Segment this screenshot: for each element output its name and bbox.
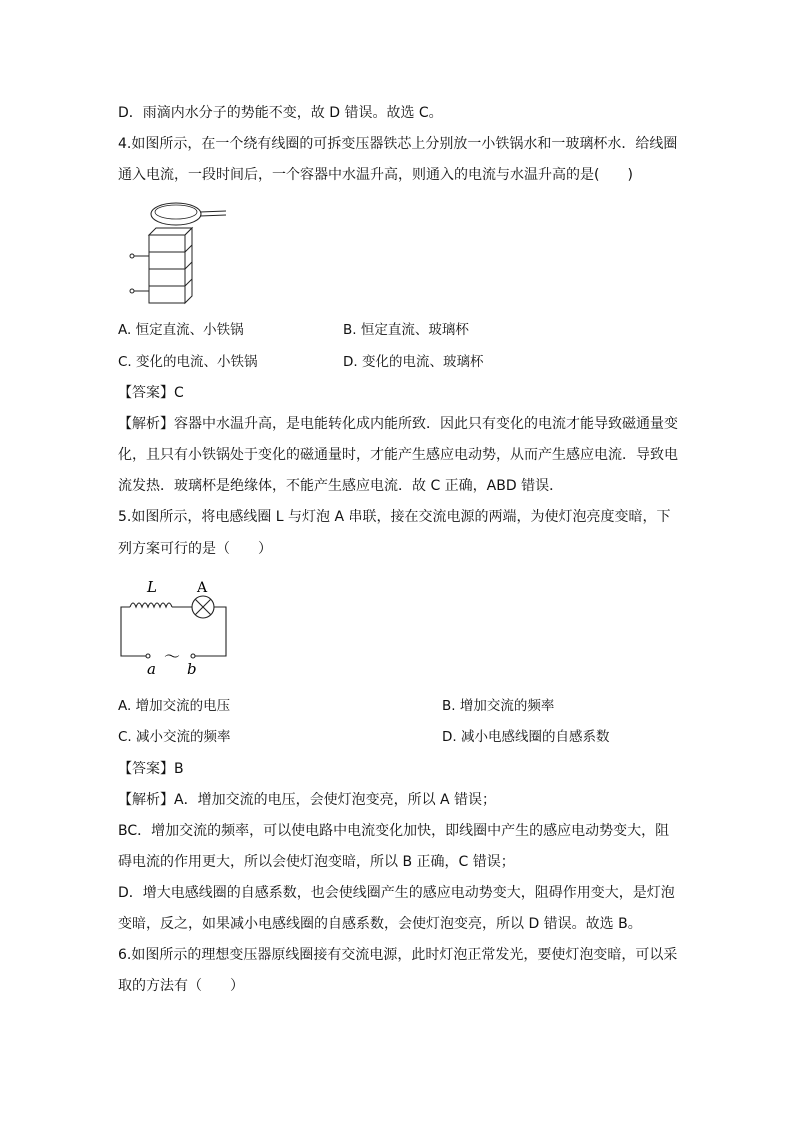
q6-stem-line2: 取的方法有（ ） bbox=[118, 978, 244, 994]
q5-analysis-line2: BC．增加交流的频率，可以使电路中电流变化加快，即线圈中产生的感应电动势变大，阻 bbox=[118, 823, 670, 839]
q4-option-b: B. 恒定直流、玻璃杯 bbox=[343, 322, 469, 338]
q4-stem-line2: 通入电流，一段时间后，一个容器中水温升高，则通入的电流与水温升高的是( ) bbox=[118, 167, 633, 183]
q5-option-d: D. 减小电感线圈的自感系数 bbox=[442, 729, 610, 745]
q5-option-a: A. 增加交流的电压 bbox=[118, 698, 231, 714]
q5-option-c: C. 减小交流的频率 bbox=[118, 729, 231, 745]
q5-circuit-figure bbox=[118, 578, 238, 678]
q5-analysis-line4: D．增大电感线圈的自感系数，也会使线圈产生的感应电动势变大，阻碍作用变大，是灯泡 bbox=[118, 885, 675, 901]
q5-option-b: B. 增加交流的频率 bbox=[442, 698, 555, 714]
q4-stem-line1: 4.如图所示，在一个绕有线圈的可拆变压器铁芯上分别放一小铁锅水和一玻璃杯水．给线圈 bbox=[118, 136, 678, 152]
q5-analysis-line3: 碍电流的作用更大，所以会使灯泡变暗，所以 B 正确，C 错误； bbox=[118, 854, 515, 870]
q5-stem-line2: 列方案可行的是（ ） bbox=[118, 541, 272, 557]
q3-conclusion: D．雨滴内水分子的势能不变，故 D 错误。故选 C。 bbox=[118, 105, 443, 121]
q4-analysis-line2: 化，且只有小铁锅处于变化的磁通量时，才能产生感应电动势，从而产生感应电流．导致电 bbox=[118, 447, 678, 463]
q4-option-a: A. 恒定直流、小铁锅 bbox=[118, 322, 244, 338]
q5-stem-line1: 5.如图所示，将电感线圈 L 与灯泡 A 串联，接在交流电源的两端，为使灯泡亮度变暗，下 bbox=[118, 509, 671, 525]
q4-analysis-line3: 流发热．玻璃杯是绝缘体，不能产生感应电流．故 C 正确，ABD 错误． bbox=[118, 478, 564, 494]
q4-answer: 【答案】C bbox=[118, 385, 184, 401]
q5-analysis-line1: 【解析】A．增加交流的电压，会使灯泡变亮，所以 A 错误； bbox=[118, 792, 497, 808]
q4-analysis-line1: 【解析】容器中水温升高，是电能转化成内能所致．因此只有变化的电流才能导致磁通量变 bbox=[118, 416, 678, 432]
label-L: L bbox=[147, 578, 157, 596]
q6-stem-line1: 6.如图所示的理想变压器原线圈接有交流电源，此时灯泡正常发光，要使灯泡变暗，可以采 bbox=[118, 947, 678, 963]
label-A: A bbox=[197, 580, 208, 596]
q4-option-c: C. 变化的电流、小铁锅 bbox=[118, 354, 258, 370]
inductor-coil bbox=[130, 603, 172, 607]
q5-answer: 【答案】B bbox=[118, 761, 184, 777]
q4-transformer-figure bbox=[125, 196, 235, 308]
ac-source-symbol: ～ bbox=[164, 647, 181, 666]
label-b: b bbox=[187, 660, 197, 678]
label-a: a bbox=[147, 660, 156, 678]
q4-option-d: D. 变化的电流、玻璃杯 bbox=[343, 354, 484, 370]
q5-analysis-line5: 变暗，反之，如果减小电感线圈的自感系数，会使灯泡变亮，所以 D 错误。故选 B。 bbox=[118, 916, 642, 932]
